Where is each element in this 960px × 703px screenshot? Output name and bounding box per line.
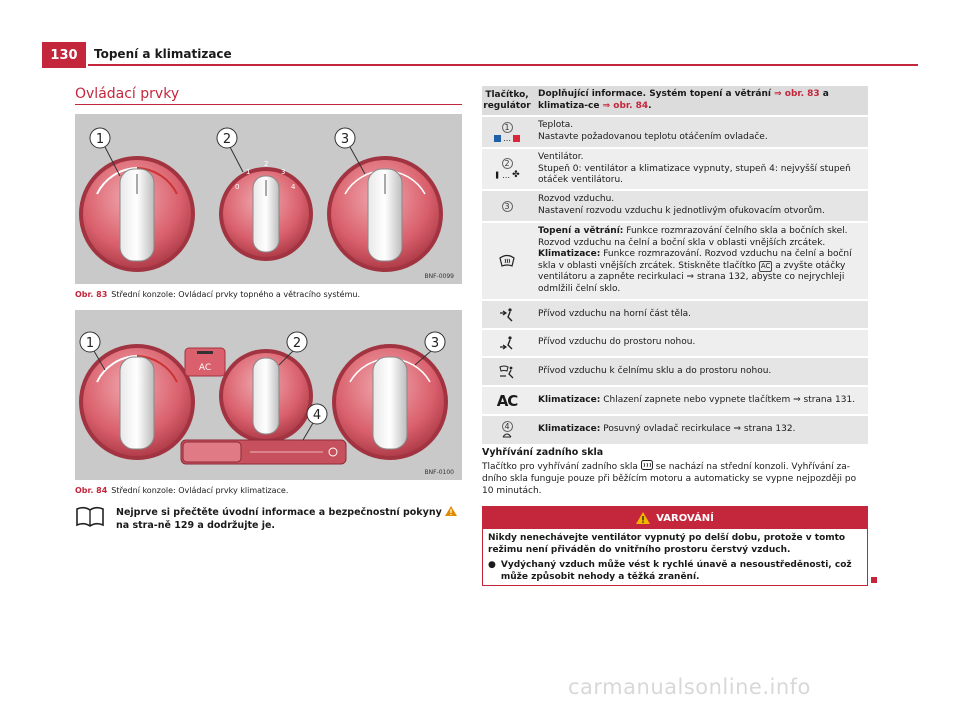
key-3: 3 — [502, 201, 513, 212]
figure-label: Obr. 83 — [75, 290, 108, 299]
figure-84 — [75, 310, 462, 480]
warning-paragraph: Nikdy nenechávejte ventilátor vypnutý po delší dobu, protože v tomto režimu není přiváděn do vnitřního prostoru čerstvý vzduch. — [488, 533, 846, 555]
footwell-airflow-icon — [499, 336, 515, 350]
temperature-knob — [79, 344, 195, 460]
table-row — [482, 191, 868, 223]
ac-button — [185, 348, 225, 376]
fan-scale-0: 0 — [235, 183, 240, 191]
heating-controls-illustration — [75, 114, 462, 284]
rear-window-heating-icon — [641, 460, 653, 470]
table-row: Přívod vzduchu na horní část těla. — [482, 301, 868, 330]
row-text: Nastavte požadovanou teplotu otáčením ovladače. — [538, 131, 768, 142]
recirculation-slider — [181, 440, 346, 464]
header-col-control: Tlačítko, regulátor — [483, 89, 531, 111]
recirculation-icon — [502, 432, 512, 439]
callout-1-label: 1 — [85, 336, 95, 351]
warning-triangle-icon — [445, 506, 457, 516]
note-text-end: na stra-ně 129 a dodržujte je. — [116, 520, 276, 531]
figure-code: BNF-0100 — [424, 469, 454, 476]
figure-83-caption — [75, 290, 360, 299]
page-number: 130 — [42, 42, 86, 68]
bullet-icon: ● — [488, 560, 496, 570]
row-title: Rozvod vzduchu. — [538, 194, 615, 204]
callout-3-label: 3 — [340, 132, 350, 147]
row-title: Teplota. — [538, 120, 574, 130]
large-fan-icon: ✤ — [512, 170, 520, 180]
open-book-icon — [75, 506, 105, 528]
key-2: 2 — [502, 158, 513, 169]
upper-body-airflow-icon — [499, 308, 515, 322]
table-row: Přívod vzduchu do prostoru nohou. — [482, 330, 868, 358]
fan-scale-4: 4 — [291, 183, 296, 191]
temperature-knob — [79, 156, 195, 272]
section-rule — [75, 104, 462, 105]
table-row: 1 … Teplota. Nastavte požadovanou teplotu otáčením ovladače. — [482, 117, 868, 149]
callout-4-label: 4 — [312, 408, 322, 423]
callout-3-label: 3 — [430, 336, 440, 351]
warning-title: VAROVÁNÍ — [656, 512, 714, 524]
warning-triangle-icon — [636, 512, 650, 524]
ref-figure-84[interactable]: ⇒ obr. 84 — [602, 100, 649, 111]
table-row: 4 Klimatizace: Posuvný ovladač recirkulace ⇒ strana 132. — [482, 416, 868, 446]
row-text: Stupeň 0: ventilátor a klimatizace vypnuty, stupeň 4: nejvyšší stupeň otáček ventilátoru. — [538, 163, 851, 185]
warning-box — [482, 506, 868, 586]
figure-code: BNF-0099 — [424, 273, 454, 280]
fan-scale-3: 3 — [281, 168, 286, 176]
ac-controls-illustration — [75, 310, 462, 480]
header-col-info: Doplňující informace. Systém topení a větrání ⇒ obr. 83 a klimatiza-ce ⇒ obr. 84. — [538, 89, 829, 111]
header-rule — [88, 64, 918, 66]
table-row: Topení a větrání: Funkce rozmrazování čelního skla a bočních skel. Rozvod vzduchu na čelní a boční skla v oblasti vnějších zrcátek. Klimatizace: Funkce rozmrazování. Rozvod vzduchu na čelní a boční skla v oblasti vnějších zrcátek. Stiskněte tlačítko AC a zvyšte otáčky ventilátoru a zapněte recirkulaci ⇒ strana 132, abyste co nejrychleji odmlžili čelní sklo. — [482, 223, 868, 301]
callout-1-label: 1 — [95, 132, 105, 147]
air-distribution-knob — [327, 156, 443, 272]
fan-scale-1: 1 — [246, 168, 251, 176]
note-text: Nejprve si přečtěte úvodní informace a bezpečnostní pokyny — [116, 507, 442, 518]
figure-83 — [75, 114, 462, 284]
table-header — [482, 86, 868, 117]
row-text: Nastavení rozvodu vzduchu k jednotlivým ofukovacím otvorům. — [538, 205, 825, 216]
section-title: Ovládací prvky — [75, 86, 180, 102]
figure-label: Obr. 84 — [75, 486, 108, 495]
windshield-footwell-airflow-icon — [499, 365, 515, 379]
figure-84-caption — [75, 486, 288, 495]
controls-table — [482, 86, 868, 446]
callout-2-label: 2 — [222, 132, 232, 147]
watermark: carmanualsonline.info — [568, 675, 811, 699]
callout-2-label: 2 — [292, 336, 302, 351]
table-row: Přívod vzduchu k čelnímu sklu a do prostoru nohou. — [482, 358, 868, 387]
air-distribution-knob — [332, 344, 448, 460]
defrost-windshield-icon — [499, 254, 515, 268]
fan-knob — [219, 160, 313, 261]
table-row: 2 ❚ … ✤ Ventilátor. Stupeň 0: ventilátor a klimatizace vypnuty, stupeň 4: nejvyšší stupeň otáček ventilátoru. — [482, 149, 868, 191]
key-4: 4 — [502, 421, 513, 432]
ac-button-label: AC — [198, 363, 212, 373]
cold-icon — [494, 135, 501, 142]
warning-bullet: Vydýchaný vzduch může vést k rychlé únavě a nesoustředěnosti, což může způsobit nehody a těžká zranění. — [500, 560, 852, 582]
figure-caption-text: Střední konzole: Ovládací prvky klimatizace. — [111, 486, 289, 495]
ac-icon: AC — [496, 391, 518, 410]
key-1: 1 — [502, 122, 513, 133]
ref-figure-83[interactable]: ⇒ obr. 83 — [774, 89, 820, 99]
rear-heating-text: Tlačítko pro vyhřívání zadního skla se nachází na střední konzoli. Vyhřívání za-dního skla funguje pouze při běžícím motoru a automaticky se vypne nejpozději po 10 minutách. — [482, 462, 857, 496]
hot-icon — [513, 135, 520, 142]
row-title: Ventilátor. — [538, 152, 584, 162]
fan-knob — [219, 349, 313, 443]
header-title: Topení a klimatizace — [94, 47, 232, 61]
figure-caption-text: Střední konzole: Ovládací prvky topného a větracího systému. — [111, 290, 360, 299]
table-row: AC Klimatizace: Chlazení zapnete nebo vypnete tlačítkem ⇒ strana 131. — [482, 387, 868, 416]
small-fan-icon: ❚ — [494, 171, 501, 179]
rear-heating-title: Vyhřívání zadního skla — [482, 447, 604, 458]
end-of-section-mark — [871, 577, 877, 583]
fan-scale-2: 2 — [264, 160, 269, 168]
ac-key: AC — [760, 261, 771, 270]
